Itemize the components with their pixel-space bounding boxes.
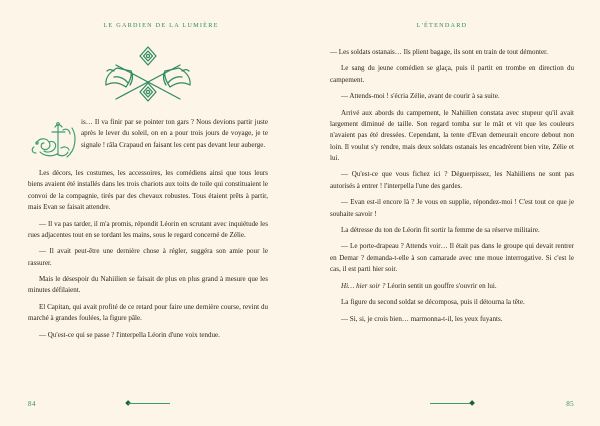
paragraph: — Qu'est-ce que vous fichez ici ? Déguerpissez, les Nahiiliens ne sont pas autorisés à entrer ! l'interpella l'une des gardes. [330, 170, 574, 190]
paragraph: Les décors, les costumes, les accessoires, les comédiens ainsi que tous leurs biens avaient été installés dans les trois chariots aux toits de toile qui constituaient le convoi de la compagnie, tirés par des chevaux robustes. Tous étaient prêts à partir, mais Evan se faisait attendre. [28, 169, 268, 212]
running-head-left: LE GARDIEN DE LA LUMIÈRE [103, 22, 219, 29]
italic-phrase: Hi… hier soir ? [341, 281, 386, 290]
illuminated-initial-ornament [28, 118, 77, 164]
paragraph: — Evan est-il encore là ? Je vous en supplie, répondez-moi ! C'est tout ce que je souhaite savoir ! [330, 198, 574, 218]
paragraph: — Attends-moi ! s'écria Zélie, avant de courir à sa suite. [341, 92, 500, 101]
paragraph: La figure du second soldat se décomposa, puis il détourna la tête. [341, 298, 525, 307]
paragraph: is… Il va finir par se pointer ton gars ? Nous devions partir juste après le lever du soleil, on en a pour trois jours de voyage, je te signale ! râla Crapaud en faisant les cent pas devant leur auberge. [81, 118, 268, 149]
paragraph-italic-lead [330, 281, 574, 292]
paragraph: Le sang du jeune comédien se glaça, puis il partit en trombe en direction du campement. [330, 64, 574, 84]
right-page-text-column [330, 47, 574, 325]
opening-paragraph-block [28, 117, 268, 163]
paragraph: — Qu'est-ce qui se passe ? l'interpella Léorin d'une voix tendue. [39, 330, 220, 339]
footer-diamond-right [469, 400, 475, 406]
paragraph: Mais le désespoir du Nahiilien se faisait de plus en plus grand à mesure que les minutes défilaient. [28, 275, 268, 295]
paragraph: El Capitan, qui avait profité de ce retard pour faire une dernière course, revint du marché à grandes foulées, la figure pâle. [28, 302, 268, 323]
right-page-footer [300, 394, 600, 408]
paragraph: — Si, si, je crois bien… marmonna-t-il, les yeux fuyants. [341, 314, 503, 323]
paragraph: — Le porte-drapeau ? Attends voir… Il était pas dans le groupe qui devait rentrer en Demar ? demanda-t-elle à son camarade avec une moue interrogative. Si c'est le cas, il est parti hier soir. [330, 242, 574, 274]
footer-rule-right [430, 403, 472, 404]
right-page [300, 0, 600, 426]
left-page-footer [0, 394, 300, 408]
page-number-left: 84 [28, 400, 36, 408]
left-page-text-column [28, 117, 268, 341]
paragraph: — Les soldats ostanais… Ils plient bagage, ils sont en train de tout démonter. [330, 48, 548, 56]
crossed-banners-ornament [28, 41, 268, 107]
paragraph: — Il avait peut-être une dernière chose à régler, suggéra son amie pour le rassurer. [28, 247, 268, 267]
paragraph: Arrivé aux abords du campement, le Nahiilien constata avec stupeur qu'il avait largement diminué de taille. Son regard tomba sur le mât et vit que les couleurs n'avaient pas été dressées. Cependant, la tente d'Evan demeurait encore debout non loin. Il voulut s'y rendre, mais deux soldats ostanais les encadrèrent bien vite, Zélie et lui. [330, 108, 574, 162]
running-head-right: L'ÉTENDARD [416, 22, 468, 29]
page-number-right: 85 [566, 400, 574, 408]
paragraph-remainder: Léorin sentit un gouffre s'ouvrir en lui. [385, 281, 497, 290]
paragraph: — Il va pas tarder, il m'a promis, répondit Léorin en scrutant avec inquiétude les rues adjacentes tout en se tordant les mains, sous le regard concerné de Zélie. [28, 219, 268, 239]
paragraph: La détresse du ton de Léorin fit sortir la femme de sa réserve militaire. [341, 225, 540, 234]
footer-rule-left [128, 403, 170, 404]
